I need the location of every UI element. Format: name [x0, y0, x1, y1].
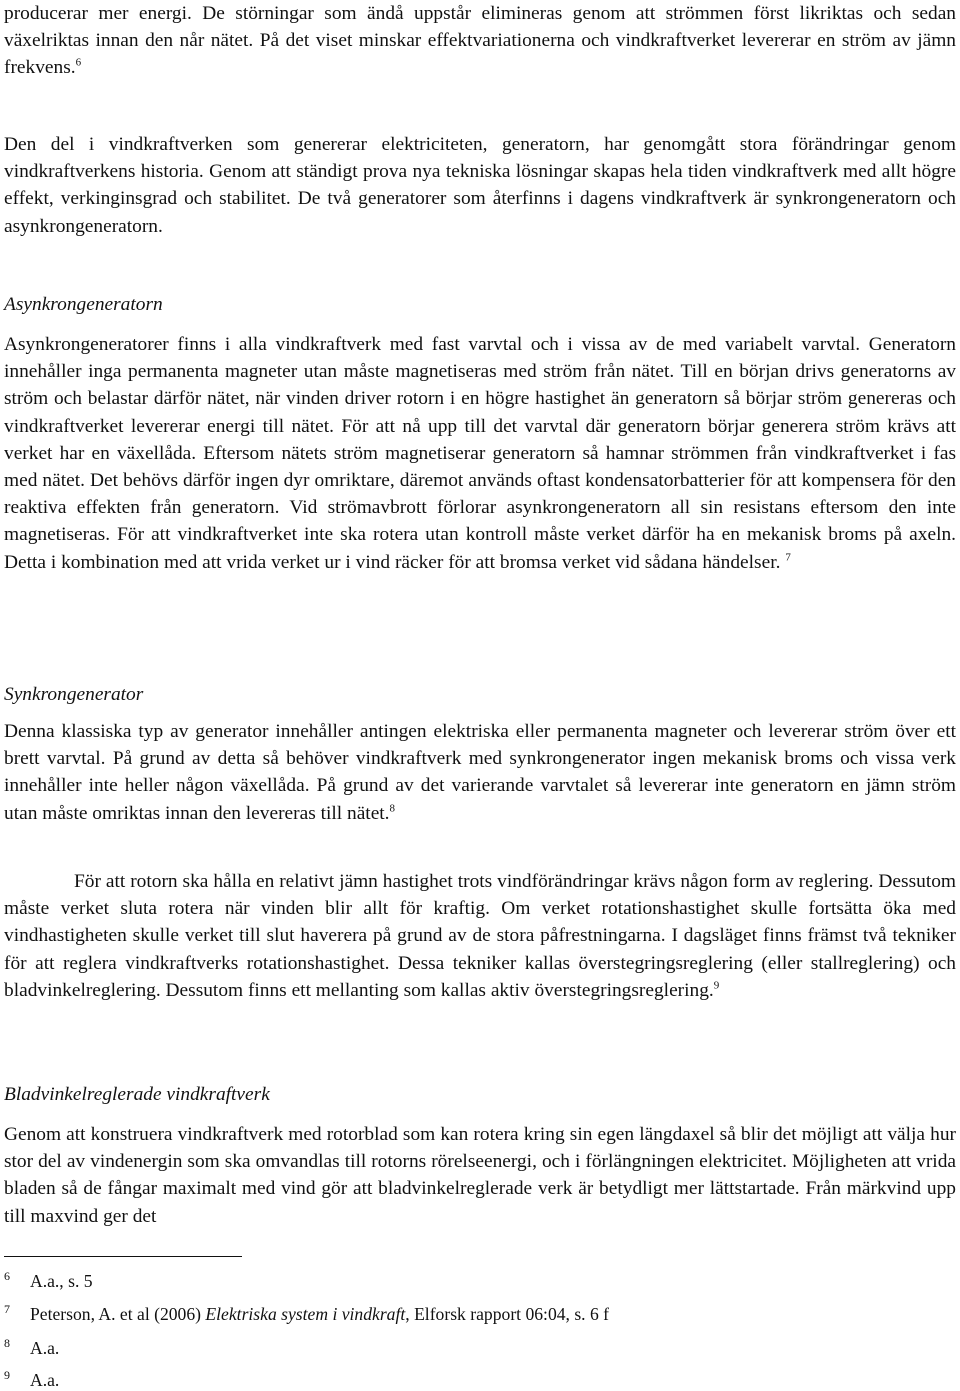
paragraph-synk [4, 718, 956, 827]
paragraph-reglering-text: För att rotorn ska hålla en relativt jämn hastighet trots vindförändringar krävs någon form av reglering. Dessutom måste verket sluta rotera när vinden blir allt för kraftig. Om verket rotationshastighet skulle fortsätta öka med vindhastigheten skulle verket till slut haverera på grund av de stora påfrestningarna. I dagsläget finns främst två tekniker för att reglera vindkraftverks rotationshastighet. Dessa tekniker kallas överstegringsreglering (eller stallreglering) och bladvinkelreglering. Dessutom finns ett mellanting som kallas aktiv överstegringsreglering. [4, 871, 956, 1001]
paragraph-synk-text: Denna klassiska typ av generator innehåller antingen elektriska eller permanenta magneter och levererar ström över ett brett varvtal. På grund av detta så behöver vindkraftverk med synkrongenerator ingen mekanisk broms och vissa verk innehåller inte heller någon växellåda. På grund av det varierande varvtalet så levererar inte generatorn en jämn ström utan måste omriktas innan den levereras till nätet. [4, 721, 956, 824]
footnote-8 [4, 1332, 59, 1359]
footnote-number: 7 [4, 1302, 10, 1316]
heading-asynkrongeneratorn: Asynkrongeneratorn [4, 294, 163, 315]
paragraph-intro [4, 0, 956, 82]
footnote-7 [4, 1298, 609, 1325]
paragraph-asynk-text: Asynkrongeneratorer finns i alla vindkraftverk med fast varvtal och i vissa av de med variabelt varvtal. Generatorn innehåller inga permanenta magneter utan måste magnetiseras med ström från nätet. Till en början drivs generatorns av ström och belastar därför nätet, när vinden driver rotorn i en högre hastighet än generatorn så börjar ström genereras och vindkraftverket levererar energi till nätet. För att nå upp till det varvtal där generatorn börjar generera ström krävs att verket har en växellåda. Eftersom nätets ström magnetiserar generatorn så hamnar strömmen från vindkraftverket i fas med nätet. Det behövs därför ingen dyr omriktare, däremot används oftast kondensatorbatterier för att kompensera för den reaktiva effekten från generatorn. Vid strömavbrott förlorar asynkrongeneratorn all sin resistans eftersom den inte magnetiseras. För att vindkraftverket inte ska rotera utan kontroll måste verket därför ha en mekanisk broms på axeln. Detta i kombination med att vrida verket ur i vind räcker för att bromsa verket vid sådana händelser. [4, 334, 956, 573]
footnote-6 [4, 1265, 93, 1292]
paragraph-asynk [4, 331, 956, 576]
footnote-number: 8 [4, 1336, 10, 1350]
paragraph-bladvinkel: Genom att konstruera vindkraftverk med rotorblad som kan rotera kring sin egen längdaxel så blir det möjligt att välja hur stor del av vindenergin som ska omvandlas till rotorns rörelseenergi, och i förlängningen elektricitet. Möjligheten att vrida bladen så de fångar maximalt med vind gör att bladvinkelreglerade verk är betydligt mer lättstartade. Från märkvind upp till maxvind ger det [4, 1124, 956, 1227]
paragraph-intro-text: producerar mer energi. De störningar som ändå uppstår elimineras genom att strömmen först likriktas och sedan växelriktas innan den når nätet. På det viset minskar effektvariationerna och vindkraftverket levererar en ström av jämn frekvens. [4, 3, 956, 79]
paragraph-generator: Den del i vindkraftverken som genererar elektriciteten, generatorn, har genomgått stora förändringar genom vindkraftverkens historia. Genom att ständigt prova nya tekniska lösningar skapas hela tiden vindkraftverk med allt högre effekt, verkinginsgrad och stabilitet. De två generatorer som återfinns i dagens vindkraftverk är synkrongeneratorn och asynkrongeneratorn. [4, 134, 956, 237]
footnote-ref-7[interactable]: 7 [785, 551, 791, 564]
footnote-number: 6 [4, 1269, 10, 1283]
footnote-text-pre: Peterson, A. et al (2006) [30, 1303, 206, 1324]
heading-bladvinkelreglerade: Bladvinkelreglerade vindkraftverk [4, 1084, 270, 1105]
paragraph-reglering [4, 868, 956, 1004]
heading-synkrongenerator: Synkrongenerator [4, 684, 144, 705]
footnote-divider [4, 1256, 242, 1257]
footnote-ref-8[interactable]: 8 [389, 802, 396, 815]
footnote-text-post: , Elforsk rapport 06:04, s. 6 f [405, 1303, 610, 1324]
footnote-text: A.a. [30, 1337, 60, 1358]
footnote-number: 9 [4, 1368, 10, 1382]
footnote-title: Elektriska system i vindkraft [205, 1303, 406, 1324]
footnote-ref-9[interactable]: 9 [713, 979, 720, 992]
footnote-text: A.a. [30, 1369, 60, 1390]
footnote-ref-6[interactable]: 6 [75, 56, 82, 69]
footnote-text: A.a., s. 5 [30, 1270, 93, 1291]
